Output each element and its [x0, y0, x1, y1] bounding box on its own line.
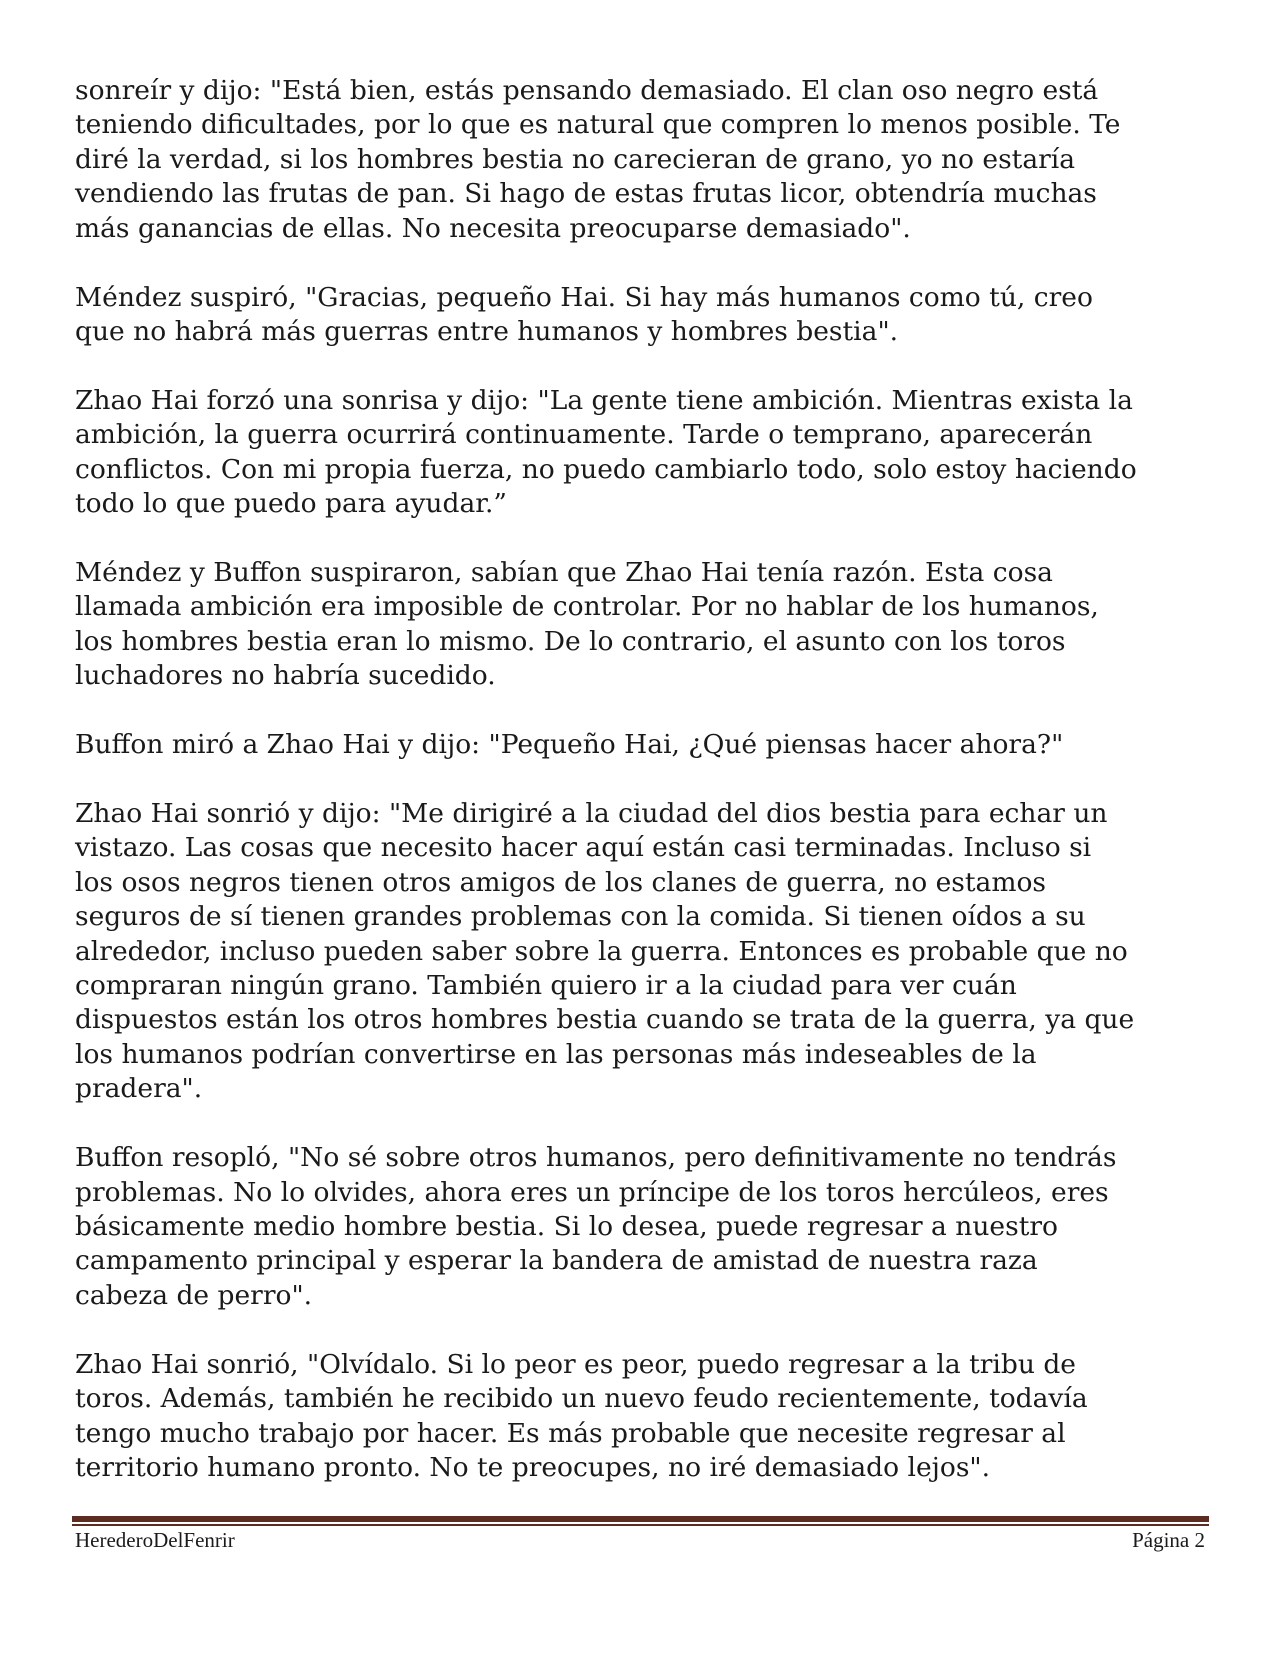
text-line: Zhao Hai sonrió y dijo: "Me dirigiré a la ciudad del dios bestia para echar un — [75, 798, 1108, 829]
paragraph — [75, 797, 1210, 1107]
text-line: los humanos podrían convertirse en las personas más indeseables de la — [75, 1038, 1037, 1070]
text-line: básicamente medio hombre bestia. Si lo desea, puede regresar a nuestro — [75, 1210, 1058, 1242]
text-line: Buffon miró a Zhao Hai y dijo: "Pequeño Hai, ¿Qué piensas hacer ahora?" — [75, 729, 1064, 761]
text-line: Méndez suspiró, "Gracias, pequeño Hai. Si hay más humanos como tú, creo — [75, 281, 1093, 313]
text-line: seguros de sí tienen grandes problemas con la comida. Si tienen oídos a su — [75, 901, 1086, 933]
text-line: vendiendo las frutas de pan. Si hago de estas frutas licor, obtendría muchas — [75, 178, 1097, 210]
text-line: ambición, la guerra ocurrirá continuamente. Tarde o temprano, aparecerán — [75, 419, 1093, 451]
text-line: Zhao Hai forzó una sonrisa y dijo: "La gente tiene ambición. Mientras exista la — [75, 384, 1133, 416]
footer-divider — [72, 1516, 1209, 1526]
document-body — [75, 74, 1210, 1520]
text-line: conflictos. Con mi propia fuerza, no puedo cambiarlo todo, solo estoy haciendo — [75, 453, 1137, 485]
text-line: los hombres bestia eran lo mismo. De lo contrario, el asunto con los toros — [75, 625, 1066, 657]
text-line: vistazo. Las cosas que necesito hacer aquí están casi terminadas. Incluso si — [75, 832, 1092, 864]
footer-page-number: Página 2 — [1132, 1528, 1205, 1552]
text-line: territorio humano pronto. No te preocupes, no iré demasiado lejos". — [75, 1451, 991, 1483]
text-line: compraran ningún grano. También quiero ir a la ciudad para ver cuán — [75, 970, 1017, 1002]
footer-author: HerederoDelFenrir — [75, 1528, 235, 1552]
text-line: diré la verdad, si los hombres bestia no carecieran de grano, yo no estaría — [75, 143, 1076, 175]
text-line: más ganancias de ellas. No necesita preocuparse demasiado". — [75, 212, 911, 244]
text-line: los osos negros tienen otros amigos de los clanes de guerra, no estamos — [75, 866, 1047, 898]
text-line: Zhao Hai sonrió, "Olvídalo. Si lo peor es peor, puedo regresar a la tribu de — [75, 1348, 1076, 1380]
paragraph — [75, 728, 1210, 762]
text-line: luchadores no habría sucedido. — [75, 660, 496, 692]
footer-divider-thick — [72, 1516, 1209, 1522]
text-line: que no habrá más guerras entre humanos y hombres bestia". — [75, 315, 899, 347]
paragraph — [75, 281, 1210, 350]
text-line: pradera". — [75, 1073, 203, 1105]
text-line: cabeza de perro". — [75, 1279, 313, 1311]
text-line: Méndez y Buffon suspiraron, sabían que Zhao Hai tenía razón. Esta cosa — [75, 556, 1053, 588]
text-line: problemas. No lo olvides, ahora eres un príncipe de los toros hercúleos, eres — [75, 1176, 1109, 1208]
paragraph — [75, 556, 1210, 694]
text-line: teniendo dificultades, por lo que es natural que compren lo menos posible. Te — [75, 109, 1121, 141]
footer-divider-thin — [72, 1524, 1209, 1526]
text-line: alrededor, incluso pueden saber sobre la guerra. Entonces es probable que no — [75, 935, 1128, 967]
text-line: Buffon resopló, "No sé sobre otros humanos, pero definitivamente no tendrás — [75, 1142, 1117, 1174]
paragraph — [75, 384, 1210, 522]
paragraph — [75, 74, 1210, 246]
text-line: tengo mucho trabajo por hacer. Es más probable que necesite regresar al — [75, 1417, 1066, 1449]
text-line: todo lo que puedo para ayudar.” — [75, 488, 507, 520]
text-line: sonreír y dijo: "Está bien, estás pensando demasiado. El clan oso negro está — [75, 75, 1099, 106]
text-line: llamada ambición era imposible de controlar. Por no hablar de los humanos, — [75, 591, 1099, 623]
paragraph — [75, 1348, 1210, 1486]
paragraph — [75, 1141, 1210, 1313]
text-line: dispuestos están los otros hombres bestia cuando se trata de la guerra, ya que — [75, 1004, 1135, 1036]
text-line: campamento principal y esperar la bandera de amistad de nuestra raza — [75, 1245, 1038, 1277]
text-line: toros. Además, también he recibido un nuevo feudo recientemente, todavía — [75, 1383, 1088, 1415]
